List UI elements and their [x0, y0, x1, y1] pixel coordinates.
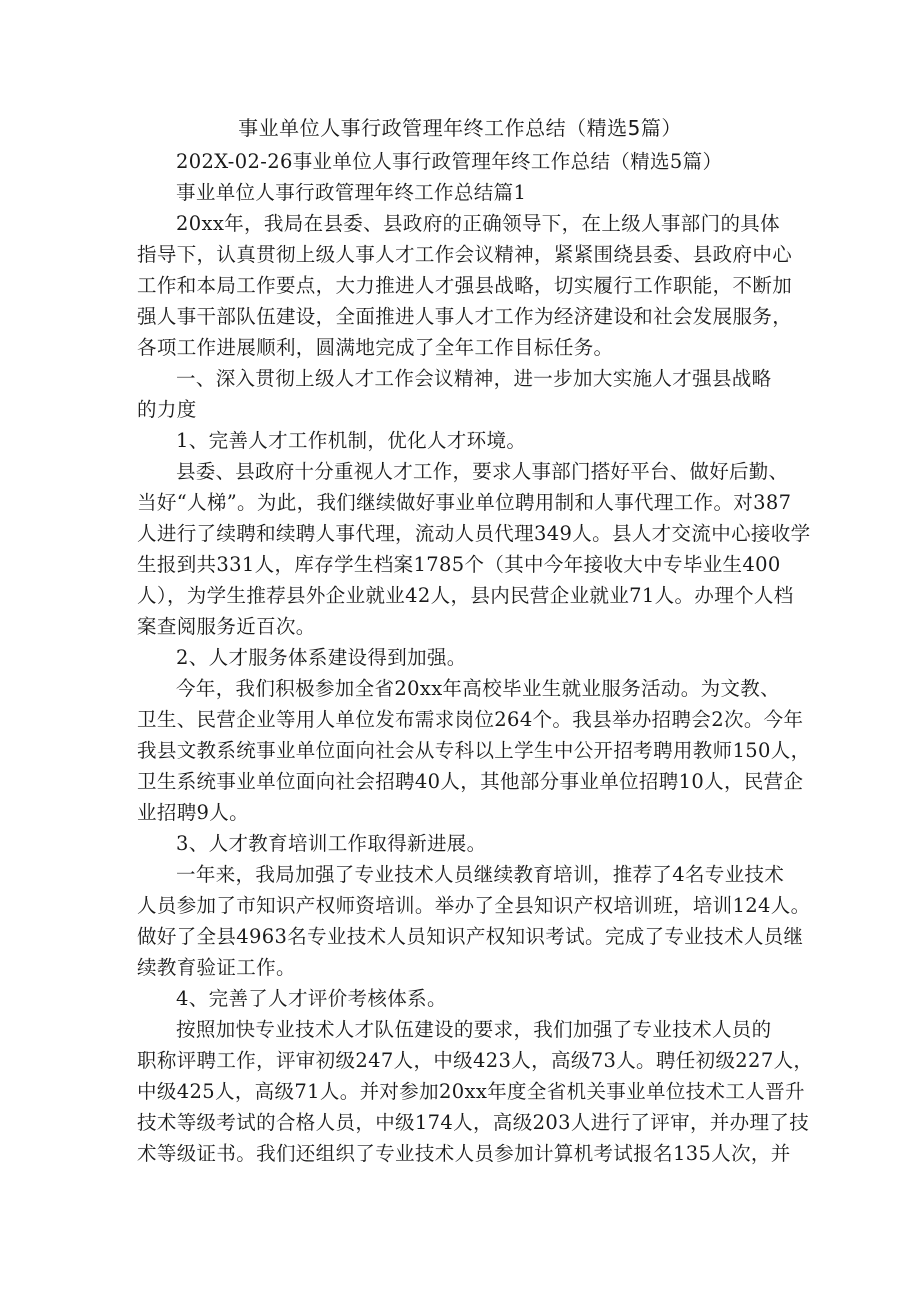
- paragraph-line: 卫生、民营企业等用人单位发布需求岗位264个。我县举办招聘会2次。今年: [137, 708, 804, 731]
- paragraph-line: 案查阅服务近百次。: [137, 615, 316, 638]
- paragraph-line: 当好“人梯”。为此，我们继续做好事业单位聘用制和人事代理工作。对387: [137, 491, 792, 514]
- document-title: 事业单位人事行政管理年终工作总结（精选5篇）: [238, 116, 682, 140]
- subsection-heading: 4、完善了人才评价考核体系。: [176, 987, 447, 1010]
- document-body: [137, 146, 814, 1169]
- paragraph-line: 人），为学生推荐县外企业就业42人，县内民营企业就业71人。办理个人档: [137, 584, 794, 607]
- paragraph-line: 强人事干部队伍建设，全面推进人事人才工作为经济建设和社会发展服务，: [137, 305, 793, 328]
- section-heading: 一、深入贯彻上级人才工作会议精神，进一步加大实施人才强县战略: [176, 367, 772, 390]
- paragraph-line: 工作和本局工作要点，大力推进人才强县战略，切实履行工作职能，不断加: [137, 274, 793, 297]
- paragraph-line: 中级425人，高级71人。并对参加20xx年度全省机关事业单位技术工人晋升: [137, 1080, 805, 1103]
- subsection-heading: 1、完善人才工作机制，优化人才环境。: [176, 429, 527, 452]
- paragraph-line: 续教育验证工作。: [137, 956, 296, 979]
- section-heading-continued: 的力度: [137, 398, 197, 421]
- paragraph-line: 卫生系统事业单位面向社会招聘40人，其他部分事业单位招聘10人，民营企: [137, 770, 804, 793]
- paragraph-line: 生报到共331人，库存学生档案1785个（其中今年接收大中专毕业生400: [137, 553, 781, 576]
- paragraph-line: 今年，我们积极参加全省20xx年高校毕业生就业服务活动。为文教、: [176, 677, 781, 700]
- article-heading: 事业单位人事行政管理年终工作总结篇1: [176, 181, 527, 204]
- paragraph-line: 我县文教系统事业单位面向社会从专科以上学生中公开招考聘用教师150人，: [137, 739, 811, 762]
- paragraph-line: 技术等级考试的合格人员，中级174人，高级203人进行了评审，并办理了技: [137, 1111, 810, 1134]
- subsection-heading: 2、人才服务体系建设得到加强。: [176, 646, 467, 669]
- paragraph-line: 术等级证书。我们还组织了专业技术人员参加计算机考试报名135人次，并: [137, 1142, 791, 1165]
- paragraph-line: 做好了全县4963名专业技术人员知识产权知识考试。完成了专业技术人员继: [137, 925, 804, 948]
- paragraph-line: 业招聘9人。: [137, 801, 250, 824]
- paragraph-line: 各项工作进展顺利，圆满地完成了全年工作目标任务。: [137, 336, 614, 359]
- paragraph-line: 20xx年，我局在县委、县政府的正确领导下，在上级人事部门的具体: [176, 212, 781, 235]
- paragraph-line: 人进行了续聘和续聘人事代理，流动人员代理349人。县人才交流中心接收学: [137, 522, 811, 545]
- paragraph-line: 县委、县政府十分重视人才工作，要求人事部门搭好平台、做好后勤、: [176, 460, 789, 483]
- paragraph-line: 职称评聘工作，评审初级247人，中级423人，高级73人。聘任初级227人，: [137, 1049, 814, 1072]
- paragraph-line: 一年来，我局加强了专业技术人员继续教育培训，推荐了4名专业技术: [176, 863, 785, 886]
- date-line: 202X-02-26事业单位人事行政管理年终工作总结（精选5篇）: [176, 150, 723, 173]
- paragraph-line: 按照加快专业技术人才队伍建设的要求，我们加强了专业技术人员的: [176, 1018, 772, 1041]
- paragraph-line: 指导下，认真贯彻上级人事人才工作会议精神，紧紧围绕县委、县政府中心: [137, 243, 793, 266]
- subsection-heading: 3、人才教育培训工作取得新进展。: [176, 832, 487, 855]
- paragraph-line: 人员参加了市知识产权师资培训。举办了全县知识产权培训班，培训124人。: [137, 894, 811, 917]
